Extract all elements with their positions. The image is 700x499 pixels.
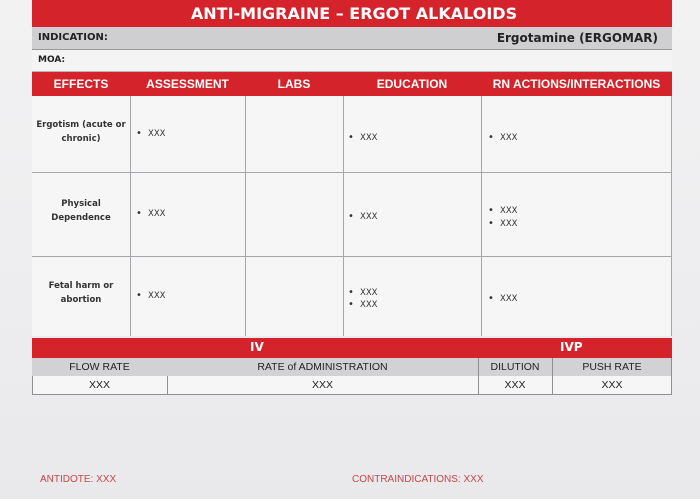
education-item: • XXX	[348, 211, 377, 222]
row-divider	[32, 172, 672, 173]
header-assessment: ASSESSMENT	[146, 77, 229, 91]
assessment-item: • XXX	[136, 290, 165, 301]
column-divider	[245, 96, 246, 336]
moa-label: MOA:	[38, 55, 66, 65]
header-education: EDUCATION	[376, 77, 448, 91]
infusion-values	[32, 376, 672, 395]
drug-name: Ergotamine (ERGOMAR)	[496, 31, 658, 45]
rn-action-item: • XXX	[488, 132, 517, 143]
header-rn-actions: RN ACTIONS/INTERACTIONS	[492, 77, 661, 91]
column-divider	[671, 96, 672, 336]
rate-of-administration-value: XXX	[311, 379, 333, 391]
column-divider	[32, 376, 33, 395]
assessment-item: • XXX	[136, 128, 165, 139]
rn-action-item: • XXX	[488, 218, 517, 229]
flow-rate-label: FLOW RATE	[69, 361, 130, 373]
column-divider	[343, 96, 344, 336]
column-divider	[478, 358, 479, 395]
push-rate-value: XXX	[601, 379, 623, 391]
column-divider	[671, 358, 672, 395]
education-item: • XXX	[348, 132, 377, 143]
page-title: ANTI-MIGRAINE – ERGOT ALKALOIDS	[32, 0, 672, 27]
header-effects: EFFECTS	[53, 77, 109, 91]
rn-action-item: • XXX	[488, 293, 517, 304]
flow-rate-value: XXX	[88, 379, 110, 391]
ivp-label: IVP	[560, 340, 583, 354]
assessment-item: • XXX	[136, 208, 165, 219]
row-divider	[32, 256, 672, 257]
header-labs: LABS	[277, 77, 311, 91]
column-divider	[167, 376, 168, 395]
indication-label: INDICATION:	[38, 32, 108, 43]
rn-action-item: • XXX	[488, 205, 517, 216]
dilution-value: XXX	[504, 379, 526, 391]
column-divider	[552, 358, 553, 395]
column-divider	[130, 96, 131, 336]
effects-table	[32, 96, 672, 336]
antidote-text: ANTIDOTE: XXX	[40, 474, 117, 485]
iv-header-bar	[32, 338, 672, 358]
moa-row	[32, 50, 672, 72]
table-header	[32, 72, 672, 96]
drug-card-sheet	[32, 0, 672, 400]
education-item: • XXX	[348, 299, 377, 310]
contraindications-text: CONTRAINDICATIONS: XXX	[352, 474, 484, 485]
infusion-subheader	[32, 358, 672, 376]
dilution-label: DILUTION	[490, 361, 540, 373]
effect-label: Fetal harm or abortion	[48, 281, 114, 305]
indication-row	[32, 27, 672, 50]
rate-of-administration-label: RATE of ADMINISTRATION	[257, 361, 388, 373]
education-item: • XXX	[348, 287, 377, 298]
push-rate-label: PUSH RATE	[582, 361, 642, 373]
effect-label: Physical Dependence	[51, 199, 111, 223]
column-divider	[481, 96, 482, 336]
iv-label: IV	[250, 340, 264, 354]
effect-label: Ergotism (acute or chronic)	[36, 120, 126, 144]
